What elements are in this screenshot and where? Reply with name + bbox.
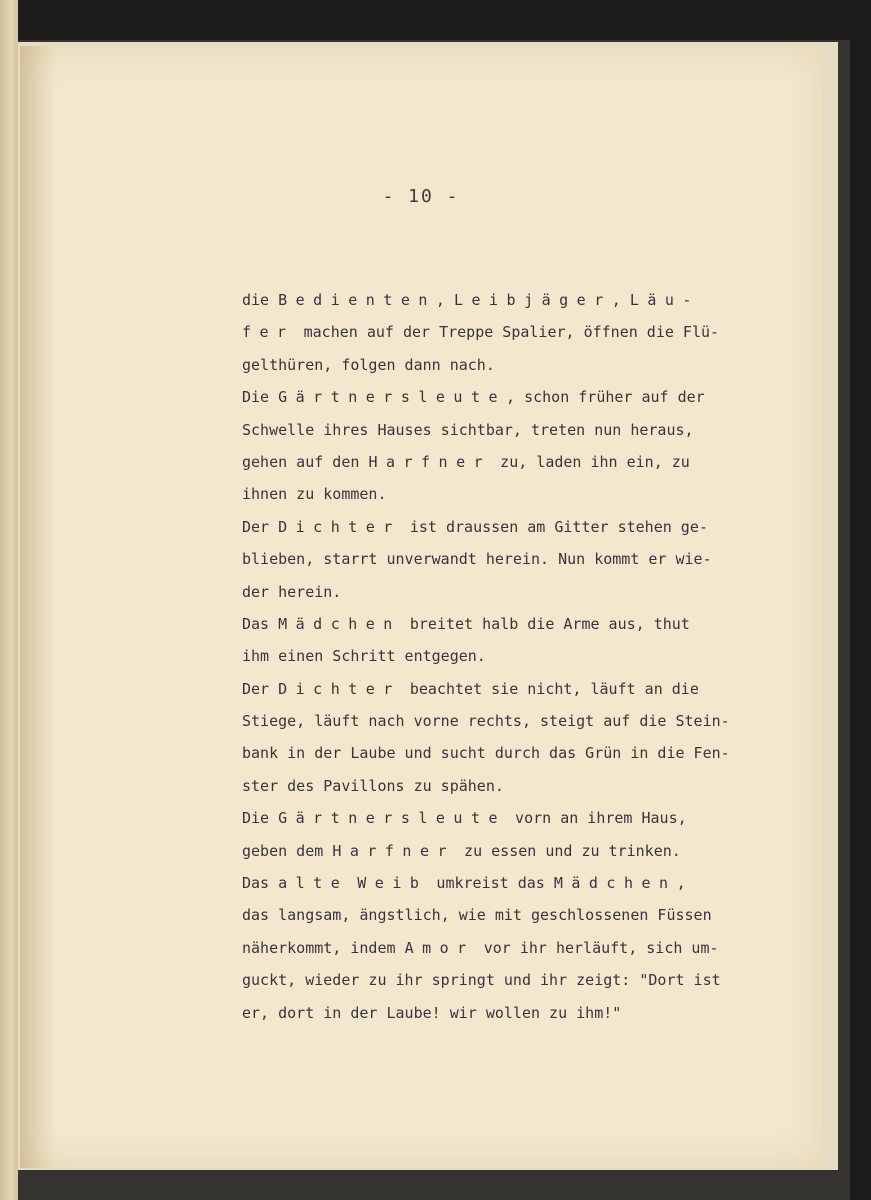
text-line <box>242 705 787 737</box>
text-run: vorn an ihrem Haus, <box>506 809 687 828</box>
text-run: Stiege, läuft nach vorne rechts, steigt auf die Stein- <box>242 712 730 731</box>
page-gutter <box>20 46 56 1168</box>
text-line <box>242 997 787 1029</box>
spaced-name: Dichter <box>278 517 401 536</box>
text-line <box>242 478 787 510</box>
text-run: umkreist das <box>427 874 554 893</box>
text-line <box>242 511 787 543</box>
text-run: ihnen zu kommen. <box>242 485 387 504</box>
text-run: Die <box>242 809 279 828</box>
text-line <box>242 414 787 446</box>
text-run: näherkommt, indem <box>242 938 405 957</box>
text-run: die <box>242 291 279 309</box>
spaced-name: Harfner <box>332 841 456 860</box>
spaced-name: Mädchen <box>278 614 401 633</box>
spaced-name: Dichter <box>278 679 401 698</box>
spaced-name: Amor <box>404 938 475 957</box>
text-line <box>242 349 787 381</box>
spaced-name: Mädchen <box>553 874 677 893</box>
text-line <box>242 802 787 834</box>
text-run: Die <box>242 388 279 407</box>
text-run: breitet halb die Arme aus, thut <box>400 614 690 633</box>
text-run: ihm einen Schritt entgegen. <box>242 647 486 666</box>
text-line <box>242 284 787 316</box>
text-run: er, dort in der Laube! wir wollen zu ihm!" <box>242 1003 622 1022</box>
text-line <box>242 381 787 413</box>
spaced-name: Leibjäger <box>453 291 612 309</box>
text-run: vor ihr herläuft, sich um- <box>474 938 719 957</box>
text-line <box>242 964 787 996</box>
text-line <box>242 867 787 899</box>
text-line <box>242 835 787 867</box>
spaced-name: Gärtnersleute <box>278 388 507 407</box>
text-run: , <box>676 874 686 893</box>
text-run: zu, laden ihn ein, zu <box>491 452 690 471</box>
text-line <box>242 673 787 705</box>
document-page <box>20 46 822 1168</box>
text-line <box>242 899 787 931</box>
text-run: gelthüren, folgen dann nach. <box>242 355 495 374</box>
spaced-name: fer <box>242 323 295 342</box>
text-run: ster des Pavillons zu spähen. <box>242 776 504 795</box>
text-run: blieben, starrt unverwandt herein. Nun kommt er wie- <box>242 550 712 569</box>
text-run: geben dem <box>242 841 333 860</box>
text-run: Das <box>242 614 279 633</box>
text-run: Das <box>242 874 279 893</box>
text-run: der herein. <box>242 582 342 601</box>
spaced-name: Gärtnersleute <box>278 809 507 828</box>
text-run <box>348 874 357 892</box>
text-line <box>242 316 787 348</box>
text-run: , schon früher auf der <box>506 388 705 407</box>
text-run: Der <box>242 679 279 698</box>
text-run: guckt, wieder zu ihr springt und ihr zeigt: "Dort ist <box>242 971 721 990</box>
spaced-name: Bedienten <box>278 291 436 309</box>
text-run: , <box>435 291 454 309</box>
text-line <box>242 446 787 478</box>
text-line <box>242 543 787 575</box>
spaced-name: Läu- <box>629 291 700 309</box>
text-run: bank in der Laube und sucht durch das Grün in die Fen- <box>242 744 730 763</box>
text-line <box>242 932 787 964</box>
text-run: beachtet sie nicht, läuft an die <box>400 679 699 698</box>
text-line <box>242 770 787 802</box>
text-run: , <box>611 291 630 309</box>
text-run: Schwelle ihres Hauses sichtbar, treten nun heraus, <box>242 420 694 439</box>
spaced-name: alte <box>278 874 349 893</box>
text-run: ist draussen am Gitter stehen ge- <box>400 517 708 536</box>
text-line <box>242 608 787 640</box>
text-run: machen auf der Treppe Spalier, öffnen die Flü- <box>294 323 720 342</box>
typescript-body <box>242 284 787 1029</box>
text-line <box>242 576 787 608</box>
text-line <box>242 737 787 769</box>
left-page-edge <box>0 0 18 1200</box>
text-run: das langsam, ängstlich, wie mit geschlossenen Füssen <box>242 906 712 925</box>
text-run: gehen auf den <box>242 452 369 471</box>
spaced-name: Harfner <box>368 452 492 471</box>
spaced-name: Weib <box>357 874 428 893</box>
text-line <box>242 640 787 672</box>
text-run: Der <box>242 517 279 536</box>
text-run: zu essen und zu trinken. <box>455 841 681 860</box>
page-number: - 10 - <box>382 186 460 207</box>
